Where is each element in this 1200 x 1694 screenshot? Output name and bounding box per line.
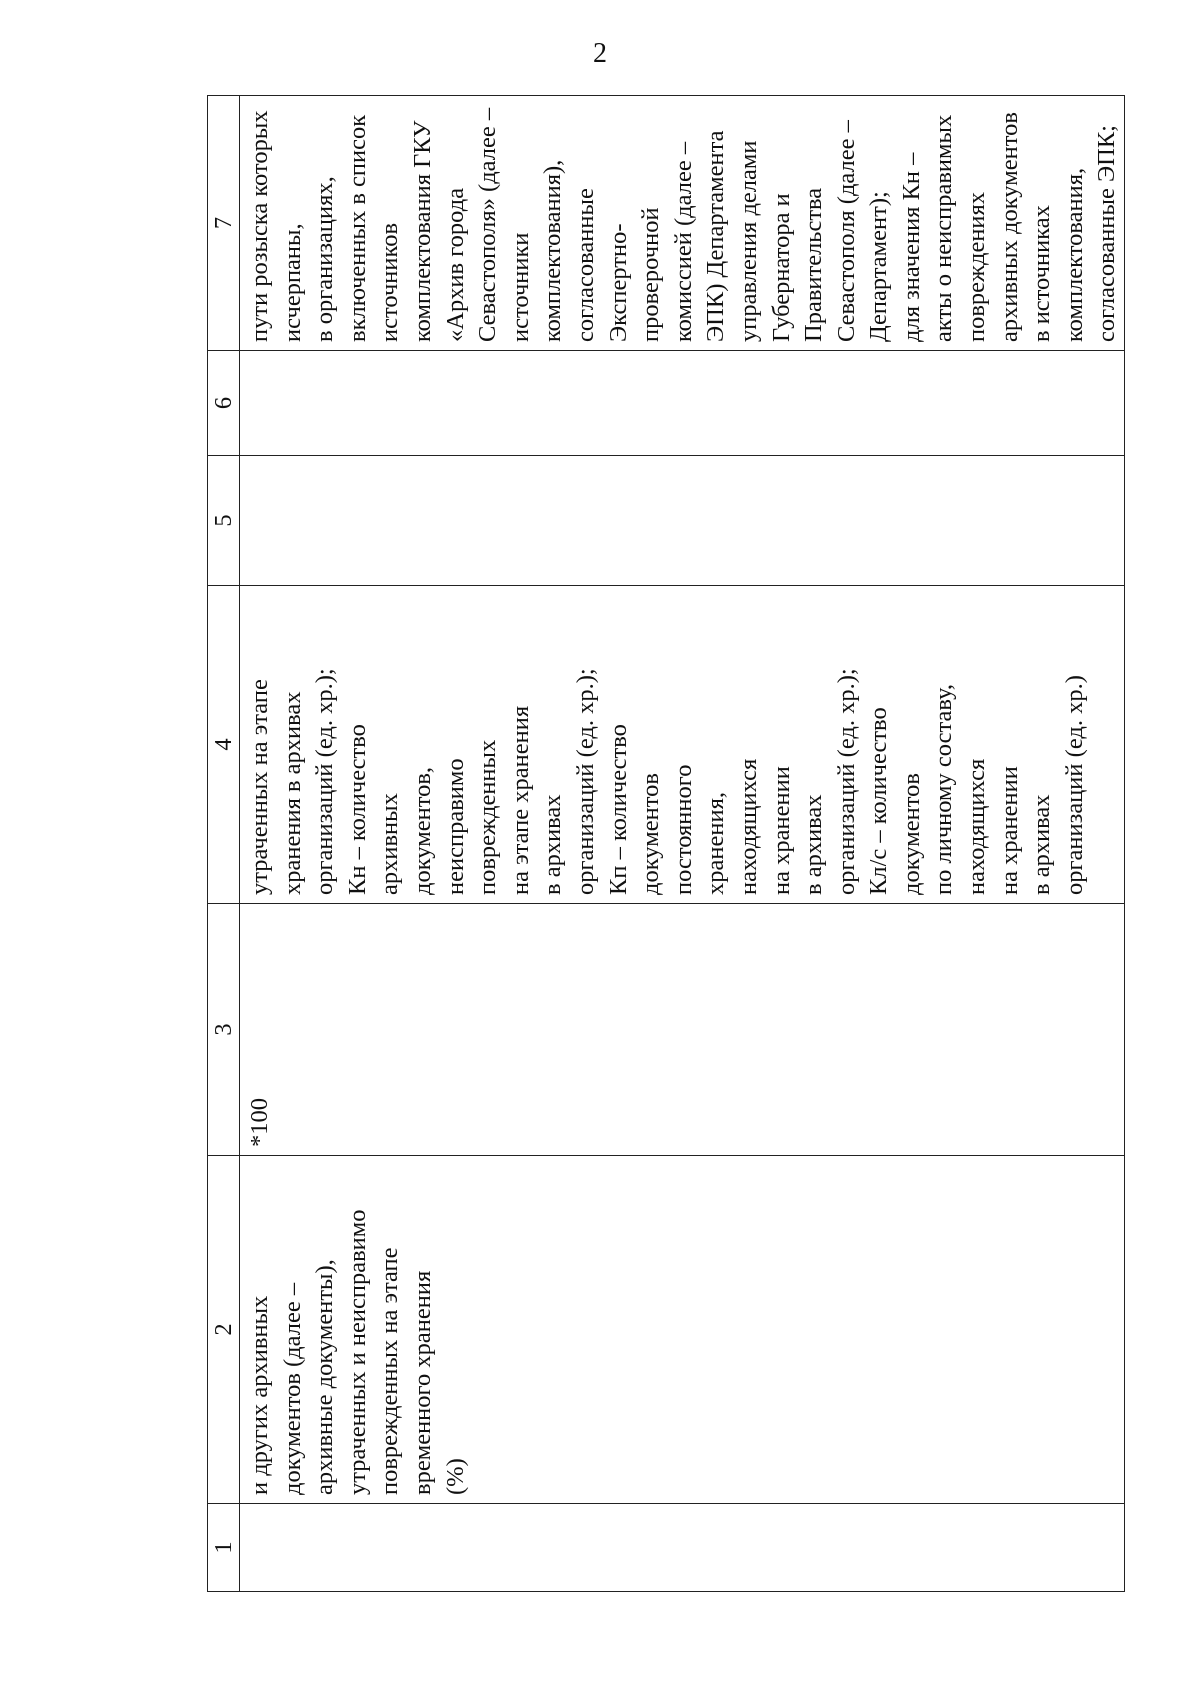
header-col-2: 2 [208,1156,240,1504]
cell-col-5 [240,456,1125,586]
table-row [240,96,1125,1592]
table-header-row [208,96,240,1592]
cell-number [240,1504,1125,1592]
header-col-1: 1 [208,1504,240,1592]
cell-indicator-name: и других архивных документов (далее – архивные документы), утраченных и неисправимо поврежденных на этапе временного хранения (%) [240,1156,1125,1504]
header-col-3: 3 [208,904,240,1156]
header-col-4: 4 [208,586,240,904]
cell-col-6 [240,351,1125,456]
header-col-6: 6 [208,351,240,456]
cell-sources: пути розыска которых исчерпаны, в организациях, включенных в список источников комплектования ГКУ «Архив города Севастополя» (далее – источники комплектования), согласованные Экспертно- проверочной комиссией (далее – ЭПК) Департамента управления делами Губернатора и Правительства Севастополя (далее – Департамент); для значения Кн – акты о неисправимых повреждениях архивных документов в источниках комплектования, согласованные ЭПК; [240,96,1125,351]
cell-variables: утраченных на этапе хранения в архивах организаций (ед. хр.); Кн – количество архивных документов, неисправимо поврежденных на этапе хранения в архивах организаций (ед. хр.); Кп – количество документов постоянного хранения, находящихся на хранении в архивах организаций (ед. хр.); Кл/с – количество документов по личному составу, находящихся на хранении в архивах организаций (ед. хр.) [240,586,1125,904]
header-col-5: 5 [208,456,240,586]
indicator-table [207,95,1125,1592]
header-col-7: 7 [208,96,240,351]
cell-formula: *100 [240,904,1125,1156]
rotated-table-container [207,96,1122,1592]
page-number: 2 [593,38,607,69]
